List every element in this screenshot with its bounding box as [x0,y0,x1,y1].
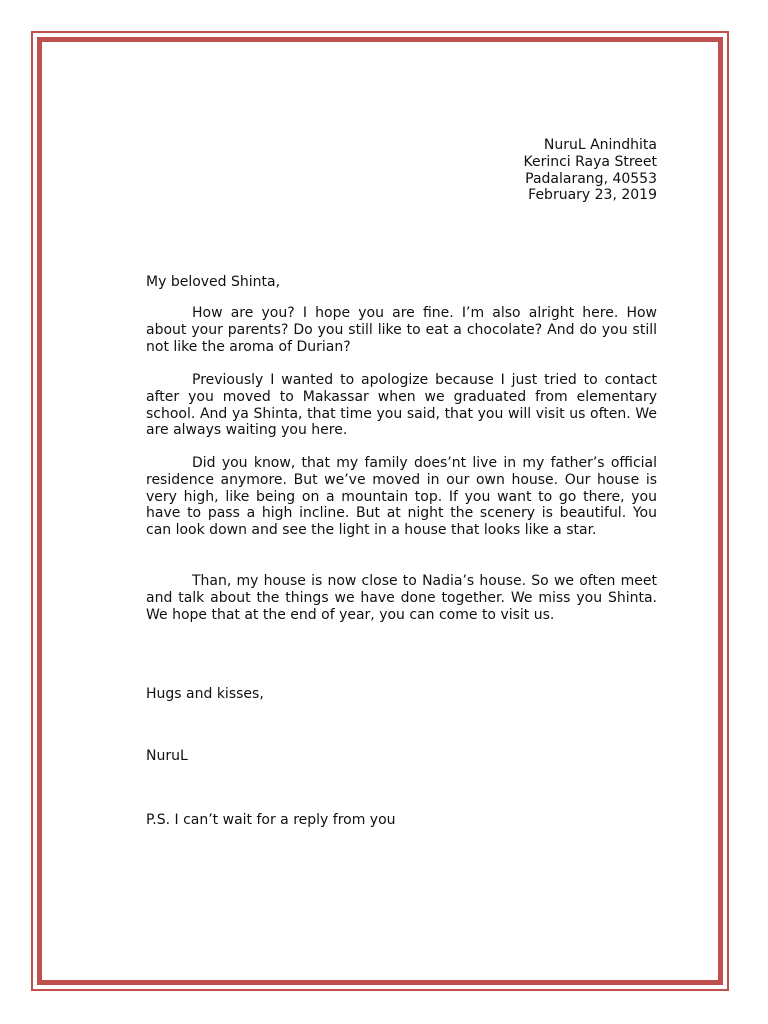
sender-city: Padalarang, 40553 [525,170,657,187]
letter-date: February 23, 2019 [528,187,657,204]
salutation: My beloved Shinta, [146,274,281,290]
paragraph-4: Than, my house is now close to Nadia’s house. So we often meet and talk about the things we have done together. We miss you Shinta. We hope that at the end of year, you can come to visit us. [146,573,657,623]
sender-address-block [523,137,657,204]
paragraph-2: Previously I wanted to apologize because I just tried to contact after you moved to Makassar when we graduated from elementary school. And ya Shinta, that time you said, that you will visit us often. We are always waiting you here. [146,372,657,439]
sender-street: Kerinci Raya Street [523,153,657,170]
paragraph-1: How are you? I hope you are fine. I’m also alright here. How about your parents? Do you still like to eat a chocolate? And do you still not like the aroma of Durian? [146,305,657,355]
postscript: P.S. I can’t wait for a reply from you [146,812,396,828]
paragraph-3: Did you know, that my family does’nt live in my father’s official residence anymore. But we’ve moved in our own house. Our house is very high, like being on a mountain top. If you want to go there, you have to pass a high incline. But at night the scenery is beautiful. You can look down and see the light in a house that looks like a star. [146,455,657,539]
signature: NuruL [146,748,188,764]
closing: Hugs and kisses, [146,686,264,702]
sender-name: NuruL Anindhita [543,137,657,153]
